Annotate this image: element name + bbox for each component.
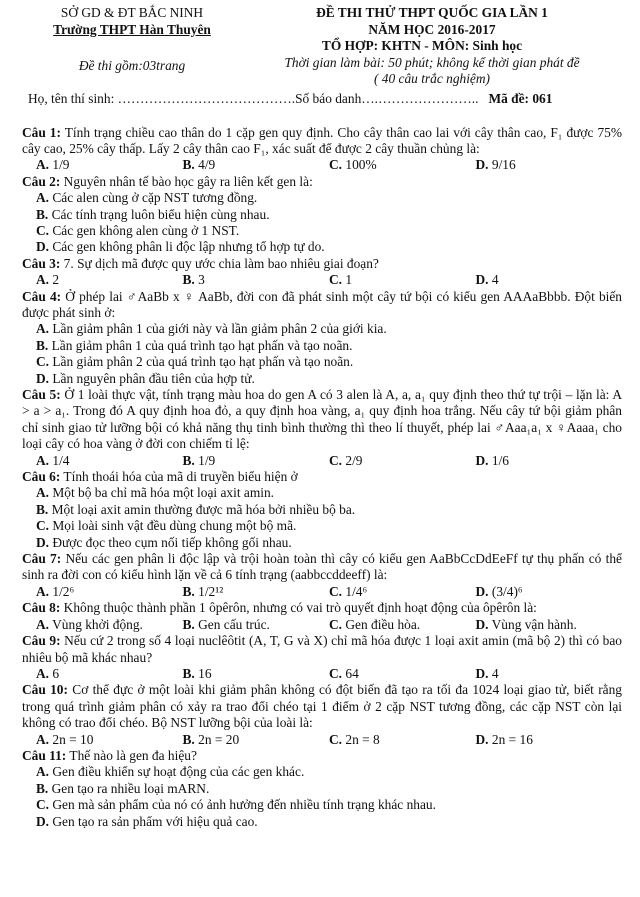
answer-options xyxy=(22,617,622,633)
option-text: 64 xyxy=(342,665,359,681)
answer-option xyxy=(329,666,476,682)
option-letter: D. xyxy=(475,583,489,599)
option-text: Vùng khởi động. xyxy=(49,616,143,632)
answer-options xyxy=(22,453,622,469)
option-letter: B. xyxy=(182,272,195,288)
option-text: Lần giảm phân 2 của quá trình tạo hạt phấn và tạo noãn. xyxy=(49,354,354,370)
question-4 xyxy=(22,289,622,387)
answer-option xyxy=(476,732,623,748)
question-label: Câu 5: xyxy=(22,387,61,402)
option-text: 3 xyxy=(194,272,205,288)
student-info xyxy=(28,90,622,107)
option-letter: D. xyxy=(475,157,489,173)
question-text xyxy=(22,600,622,616)
option-text: 2n = 20 xyxy=(194,731,240,747)
answer-options xyxy=(22,584,622,600)
exam-title: ĐỀ THI THỬ THPT QUỐC GIA LẦN 1 xyxy=(316,5,548,20)
option-letter: B. xyxy=(36,780,49,796)
question-5 xyxy=(22,387,622,469)
answer-option xyxy=(476,584,623,600)
answer-option xyxy=(22,190,622,206)
answer-option xyxy=(36,453,183,469)
option-letter: A. xyxy=(36,616,50,632)
option-letter: C. xyxy=(329,452,343,468)
option-letter: B. xyxy=(182,731,195,747)
exam-code: Mã đề: 061 xyxy=(488,90,553,106)
answer-option xyxy=(22,321,622,337)
option-text: Lần giảm phân 1 của giới này và lần giảm phân 2 của giới kia. xyxy=(49,321,387,337)
answer-option xyxy=(329,453,476,469)
question-text xyxy=(22,387,622,453)
option-letter: A. xyxy=(36,665,50,681)
option-letter: A. xyxy=(36,485,50,501)
answer-option xyxy=(22,338,622,354)
question-stem: Không thuộc thành phần 1 ôpêrôn, nhưng có vai trò quyết định hoạt động của ôpêrôn là: xyxy=(60,600,537,616)
option-letter: A. xyxy=(36,157,50,173)
option-text: Các alen cùng ở cặp NST tương đồng. xyxy=(49,190,258,206)
option-letter: D. xyxy=(475,665,489,681)
option-letter: C. xyxy=(329,616,343,632)
answer-option xyxy=(183,453,330,469)
option-letter: D. xyxy=(475,731,489,747)
option-letter: D. xyxy=(475,452,489,468)
option-text: Các gen không phân li độc lập nhưng tổ hợp tự do. xyxy=(49,239,325,255)
option-text: Gen điều hòa. xyxy=(342,616,421,632)
answer-option xyxy=(476,666,623,682)
question-label: Câu 2: xyxy=(22,173,61,189)
question-label: Câu 6: xyxy=(22,469,61,485)
answer-option xyxy=(329,617,476,633)
option-text: Gen cấu trúc. xyxy=(194,616,270,632)
option-letter: C. xyxy=(36,518,50,534)
answer-option xyxy=(36,617,183,633)
option-letter: B. xyxy=(36,501,49,517)
question-text xyxy=(22,682,622,731)
answer-option xyxy=(36,157,183,173)
answer-option xyxy=(183,666,330,682)
option-letter: C. xyxy=(329,157,343,173)
question-9 xyxy=(22,633,622,682)
answer-option xyxy=(183,272,330,288)
question-2 xyxy=(22,174,622,256)
question-list xyxy=(22,125,622,830)
question-count: ( 40 câu trắc nghiệm) xyxy=(373,71,491,86)
option-text: 1/6 xyxy=(488,452,509,468)
answer-option xyxy=(22,207,622,223)
option-text: 4 xyxy=(488,665,499,681)
option-letter: D. xyxy=(475,616,489,632)
option-letter: C. xyxy=(329,665,343,681)
question-text xyxy=(22,748,622,764)
answer-option xyxy=(36,666,183,682)
option-text: 6 xyxy=(49,665,60,681)
option-text: Lần giảm phân 1 của quá trình tạo hạt phấn và tạo noãn. xyxy=(48,337,353,353)
option-letter: A. xyxy=(36,190,50,206)
question-10 xyxy=(22,682,622,748)
answer-option xyxy=(22,223,622,239)
option-letter: C. xyxy=(329,731,343,747)
answer-options xyxy=(22,321,622,387)
option-text: 100% xyxy=(342,157,377,173)
option-text: (3/4)⁶ xyxy=(488,583,523,599)
question-11 xyxy=(22,748,622,830)
answer-option xyxy=(22,781,622,797)
header-right xyxy=(242,5,622,88)
question-label: Câu 9: xyxy=(22,633,61,649)
question-text xyxy=(22,633,622,666)
question-label: Câu 11: xyxy=(22,747,67,763)
answer-option xyxy=(36,272,183,288)
answer-option xyxy=(183,584,330,600)
option-letter: D. xyxy=(36,239,50,255)
option-text: Lần nguyên phân đầu tiên của hợp tử. xyxy=(49,370,255,386)
option-text: 1/9 xyxy=(194,452,216,468)
answer-options xyxy=(22,157,622,173)
option-letter: A. xyxy=(36,731,50,747)
student-name-field: Họ, tên thí sinh: ………………………………….Số báo danh….………………….. xyxy=(28,90,479,106)
answer-option xyxy=(22,797,622,813)
question-stem: Ở phép lai ♂AaBb x ♀ AaBb, đời con đã phát sinh một cây tứ bội có kiểu gen AAAaBbbb. Đột biến được phát sinh ở: xyxy=(22,288,622,320)
answer-option xyxy=(329,584,476,600)
answer-option xyxy=(36,584,183,600)
answer-option xyxy=(22,502,622,518)
option-letter: B. xyxy=(182,665,195,681)
question-3 xyxy=(22,256,622,289)
option-text: Các gen không alen cùng ở 1 NST. xyxy=(49,222,240,238)
question-7 xyxy=(22,551,622,600)
option-text: 2 xyxy=(49,272,60,288)
question-label: Câu 1: xyxy=(22,124,61,140)
option-letter: B. xyxy=(182,616,195,632)
option-text: 1/2⁶ xyxy=(49,583,75,599)
answer-option xyxy=(183,157,330,173)
option-text: Một loại axit amin thường được mã hóa bởi nhiều bộ ba. xyxy=(48,501,356,517)
option-letter: B. xyxy=(36,337,49,353)
answer-options xyxy=(22,666,622,682)
option-letter: D. xyxy=(36,534,50,550)
question-stem: 7. Sự dịch mã được quy ước chia làm bao nhiêu giai đoạn? xyxy=(60,255,379,271)
option-text: 16 xyxy=(194,665,212,681)
option-text: 1/4 xyxy=(49,452,70,468)
option-text: 2/9 xyxy=(342,452,363,468)
option-letter: A. xyxy=(36,583,50,599)
answer-option xyxy=(36,732,183,748)
option-text: 1/9 xyxy=(49,157,70,173)
option-letter: B. xyxy=(182,157,195,173)
option-letter: A. xyxy=(36,452,50,468)
option-letter: A. xyxy=(36,764,50,780)
question-text xyxy=(22,174,622,190)
question-stem: Ở 1 loài thực vật, tính trạng màu hoa do gen A có 3 alen là A, a, a₁ quy định theo thứ tự trội – lặn là: A > a > a₁. Trong đó A quy định hoa đỏ, a quy định hoa vàng, a₁ quy định hoa trắng. Nếu cây tứ bội giảm phân chỉ sinh giao tử lưỡng bội có khả năng thụ tinh bình thường thì theo lí thuyết, phép lai ♂Aaa₁a₁ x ♀Aaaa₁ cho loại cây có hoa vàng ở đời con chiếm tỉ lệ: xyxy=(22,387,622,452)
answer-option xyxy=(22,764,622,780)
answer-option xyxy=(476,453,623,469)
answer-option xyxy=(22,814,622,830)
option-text: Gen điều khiển sự hoạt động của các gen khác. xyxy=(49,764,305,780)
question-stem: Nếu cứ 2 trong số 4 loại nuclêôtit (A, T, G và X) chỉ mã hóa được 1 loại axit amin (mã bộ 2) thì có bao nhiêu bộ mã khác nhau? xyxy=(22,633,622,665)
option-letter: B. xyxy=(182,452,195,468)
option-text: 1/2¹² xyxy=(194,583,224,599)
department-name: SỞ GD & ĐT BẮC NINH xyxy=(60,5,204,20)
question-label: Câu 8: xyxy=(22,600,61,616)
option-text: 4/9 xyxy=(194,157,216,173)
option-letter: D. xyxy=(36,813,50,829)
question-text xyxy=(22,125,622,158)
header-left xyxy=(22,5,242,88)
question-label: Câu 3: xyxy=(22,255,61,271)
time-limit: Thời gian làm bài: 50 phút; không kể thời gian phát đề xyxy=(284,54,580,70)
question-stem: Thế nào là gen đa hiệu? xyxy=(66,747,197,763)
answer-options xyxy=(22,272,622,288)
answer-option xyxy=(22,535,622,551)
answer-option xyxy=(22,371,622,387)
option-letter: C. xyxy=(329,272,343,288)
option-letter: C. xyxy=(36,354,50,370)
option-text: Gen tạo ra nhiều loại mARN. xyxy=(48,780,210,796)
answer-options xyxy=(22,485,622,551)
question-stem: Cơ thể đực ở một loài khi giảm phân không có đột biến đã tạo ra tối đa 1024 loại giao tử, biết rằng trong quá trình giảm phân có xảy ra trao đổi chéo tại 1 điểm ở 2 cặp NST tương đồng, các cặp NST còn lại không có trao đổi chéo. Bộ NST lưỡng bội của loài là: xyxy=(22,682,622,731)
question-1 xyxy=(22,125,622,174)
question-text xyxy=(22,289,622,322)
question-stem: Tính trạng chiều cao thân do 1 cặp gen quy định. Cho cây thân cao lai với cây thân cao, F₁ được 75% cây cao, 25% cây thấp. Lấy 2 cây thân cao F₁, xác suất để được 2 cây thuần chủng là: xyxy=(22,124,622,156)
option-letter: D. xyxy=(36,370,50,386)
subject-line: TỔ HỢP: KHTN - MÔN: Sinh học xyxy=(321,38,523,53)
option-text: 1 xyxy=(342,272,353,288)
question-label: Câu 7: xyxy=(22,551,62,567)
question-text xyxy=(22,551,622,584)
question-8 xyxy=(22,600,622,633)
answer-option xyxy=(476,272,623,288)
option-letter: C. xyxy=(36,797,50,813)
answer-option xyxy=(329,272,476,288)
question-text xyxy=(22,469,622,485)
option-text: Gen mà sản phẩm của nó có ảnh hưởng đến nhiều tính trạng khác nhau. xyxy=(49,797,436,813)
answer-options xyxy=(22,764,622,830)
option-text: Được đọc theo cụm nối tiếp không gối nhau. xyxy=(49,534,292,550)
option-text: 1/4⁶ xyxy=(342,583,368,599)
option-text: 4 xyxy=(488,272,499,288)
option-letter: D. xyxy=(475,272,489,288)
question-label: Câu 10: xyxy=(22,682,68,698)
question-stem: Nguyên nhân tế bào học gây ra liên kết gen là: xyxy=(60,173,313,189)
option-letter: B. xyxy=(182,583,195,599)
answer-option xyxy=(476,617,623,633)
school-name: Trường THPT Hàn Thuyên xyxy=(53,21,211,37)
option-letter: B. xyxy=(36,206,49,222)
answer-options xyxy=(22,190,622,256)
answer-option xyxy=(22,239,622,255)
option-text: Vùng vận hành. xyxy=(488,616,577,632)
answer-options xyxy=(22,732,622,748)
question-label: Câu 4: xyxy=(22,288,62,304)
question-text xyxy=(22,256,622,272)
answer-option xyxy=(22,518,622,534)
school-year: NĂM HỌC 2016-2017 xyxy=(368,21,496,37)
answer-option xyxy=(22,485,622,501)
answer-option xyxy=(329,157,476,173)
answer-option xyxy=(183,617,330,633)
exam-header xyxy=(22,5,622,88)
option-text: 2n = 16 xyxy=(488,731,533,747)
answer-option xyxy=(183,732,330,748)
option-letter: A. xyxy=(36,321,50,337)
question-6 xyxy=(22,469,622,551)
option-letter: C. xyxy=(36,222,50,238)
question-stem: Nếu các gen phân li độc lập và trội hoàn toàn thì cây có kiểu gen AaBbCcDdEeFf tự thụ phấn có thể sinh ra đời con có kiểu hình lặn về cả 6 tính trạng (aabbccddeeff) là: xyxy=(22,551,622,583)
option-text: Một bộ ba chỉ mã hóa một loại axit amin. xyxy=(49,485,275,501)
page-count: Đề thi gồm:03trang xyxy=(78,58,186,73)
option-letter: C. xyxy=(329,583,343,599)
option-letter: A. xyxy=(36,272,50,288)
option-text: 9/16 xyxy=(488,157,516,173)
option-text: 2n = 8 xyxy=(342,731,380,747)
option-text: Mọi loài sinh vật đều dùng chung một bộ mã. xyxy=(49,518,297,534)
option-text: 2n = 10 xyxy=(49,731,94,747)
question-stem: Tính thoái hóa của mã di truyền biểu hiện ở xyxy=(60,469,298,485)
answer-option xyxy=(329,732,476,748)
option-text: Các tính trạng luôn biểu hiện cùng nhau. xyxy=(48,206,270,222)
answer-option xyxy=(476,157,623,173)
answer-option xyxy=(22,354,622,370)
option-text: Gen tạo ra sản phẩm với hiệu quả cao. xyxy=(49,813,258,829)
